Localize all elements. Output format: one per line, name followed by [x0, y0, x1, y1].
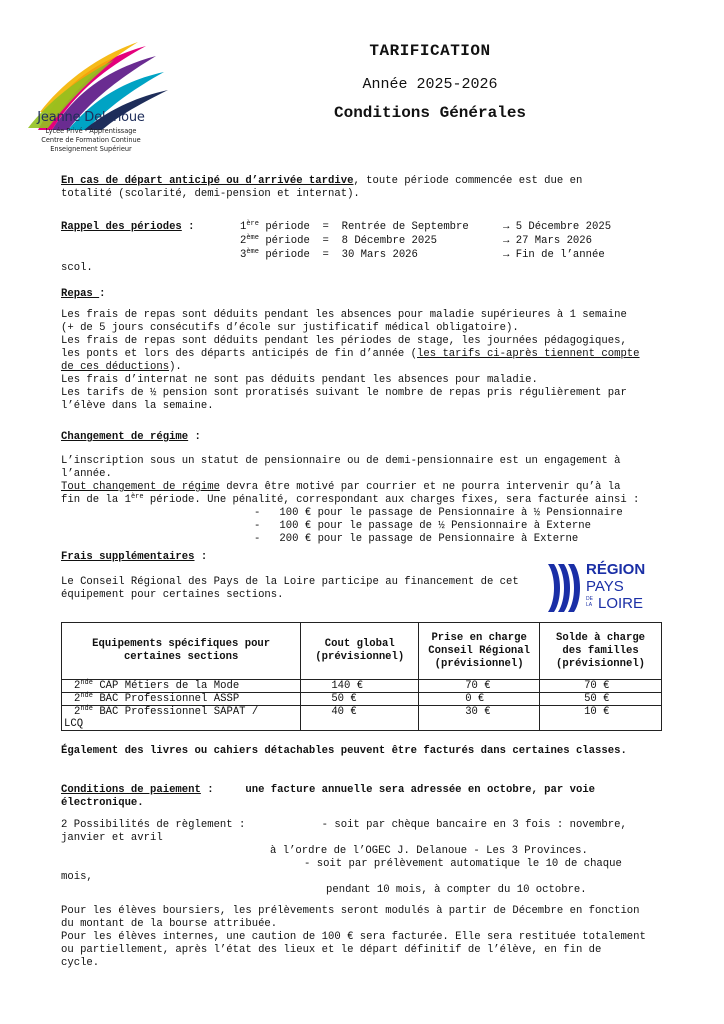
periode-row-3-end: → Fin de l’année	[503, 249, 605, 261]
repas-line-5: de ces déductions).	[61, 361, 182, 373]
region-logo-de: DE	[586, 596, 593, 602]
logo-brand: Jeanne Delanoue	[37, 110, 145, 125]
regime-heading: Changement de régime :	[61, 431, 201, 443]
page-subtitle: Conditions Générales	[333, 104, 527, 122]
periode-row-1-end: → 5 Décembre 2025	[503, 221, 612, 233]
regime-line-1: L’inscription sous un statut de pensionnaire ou de demi-pensionnaire est un engagement à	[61, 455, 621, 467]
table-cell-solde: 10 €	[540, 706, 662, 731]
region-logo-line-2: PAYS	[586, 578, 624, 595]
depart-bold: En cas de départ anticipé ou d’arrivée tardive	[61, 175, 354, 187]
repas-heading: Repas :	[61, 288, 106, 300]
paiement-heading: Conditions de paiement : une facture annuelle sera adressée en octobre, par voie	[61, 784, 596, 796]
table-cell-cout: 40 €	[301, 706, 419, 731]
school-year: Année 2025-2026	[362, 76, 498, 93]
periodes-colon: :	[181, 221, 195, 233]
table-cell-solde: 70 €	[540, 680, 662, 693]
periode-row-3: 3ème période = 30 Mars 2026	[240, 248, 418, 261]
periode-row-2-end: → 27 Mars 2026	[503, 235, 593, 247]
repas-line-8: l’élève dans la semaine.	[61, 400, 214, 412]
depart-line-1	[61, 175, 582, 188]
logo-line-2: Centre de Formation Continue	[41, 136, 141, 144]
region-logo-line-3: LOIRE	[598, 595, 644, 612]
frais-line-1: Le Conseil Régional des Pays de la Loire participe au financement de cet	[61, 576, 519, 588]
paiement-line-9: Pour les élèves internes, une caution de 100 € sera facturée. Elle sera restituée totalement	[61, 931, 646, 943]
paiement-line-8: du montant de la bourse attribuée.	[61, 918, 278, 930]
region-pays-de-la-loire-logo	[546, 562, 656, 614]
paiement-line-10: ou partiellement, après l’état des lieux et le départ définitif de l’élève, en fin de	[61, 944, 602, 956]
table-cell-cout: 50 €	[301, 693, 419, 706]
paiement-line-7: Pour les élèves boursiers, les prélèvements seront modulés à partir de Décembre en fonction	[61, 905, 640, 917]
table-row	[62, 693, 662, 706]
paiement-line-3: à l’ordre de l’OGEC J. Delanoue - Les 3 Provinces.	[270, 845, 588, 857]
paiement-line-6: pendant 10 mois, à compter du 10 octobre.	[326, 884, 587, 896]
table-header-solde: Solde à charge des familles (prévisionnel)	[540, 623, 662, 680]
paiement-line-1: 2 Possibilités de règlement : - soit par chèque bancaire en 3 fois : novembre,	[61, 819, 627, 831]
page-title: TARIFICATION	[369, 42, 491, 60]
repas-line-2: (+ de 5 jours consécutifs d’école sur justificatif médical obligatoire).	[61, 322, 519, 334]
paiement-line-11: cycle.	[61, 957, 100, 969]
periodes-heading-text: Rappel des périodes	[61, 221, 182, 233]
logo-line-3: Enseignement Supérieur	[50, 145, 132, 153]
table-header-cout: Cout global (prévisionnel)	[301, 623, 419, 680]
paiement-bold-2: électronique.	[61, 797, 144, 809]
table-cell-prise: 30 €	[419, 706, 540, 731]
regime-item-3: - 200 € pour le passage de Pensionnaire à Externe	[254, 533, 579, 545]
regime-item-2: - 100 € pour le passage de ½ Pensionnaire à Externe	[254, 520, 591, 532]
table-cell-prise: 70 €	[419, 680, 540, 693]
table-cell-section: 2nde BAC Professionnel SAPAT / LCQ	[62, 706, 301, 731]
repas-line-4: les ponts et lors des départs anticipés de fin d’année (les tarifs ci-après tiennent compte	[61, 348, 640, 360]
table-row	[62, 680, 662, 693]
regime-line-2: l’année.	[61, 468, 112, 480]
table-row	[62, 706, 662, 731]
logo-line-1: Lycée Privé - Apprentissage	[45, 127, 137, 135]
regime-line-4: fin de la 1ère période. Une pénalité, correspondant aux charges fixes, sera facturée ainsi :	[61, 493, 640, 506]
frais-heading: Frais supplémentaires :	[61, 551, 208, 563]
table-cell-section: 2nde CAP Métiers de la Mode	[62, 680, 301, 693]
table-cell-section: 2nde BAC Professionnel ASSP	[62, 693, 301, 706]
periodes-heading	[61, 221, 195, 234]
repas-line-7: Les tarifs de ½ pension sont proratisés suivant le nombre de repas pris régulièrement par	[61, 387, 627, 399]
repas-line-1: Les frais de repas sont déduits pendant les absences pour maladie supérieures à 1 semaine	[61, 309, 627, 321]
repas-line-6: Les frais d’internat ne sont pas déduits pendant les absences pour maladie.	[61, 374, 538, 386]
table-header-prise: Prise en charge Conseil Régional (prévisionnel)	[419, 623, 540, 680]
equipment-table	[61, 622, 662, 731]
region-logo-line-1: RÉGION	[586, 561, 646, 578]
periode-row-2: 2ème période = 8 Décembre 2025	[240, 234, 437, 247]
frais-line-2: équipement pour certaines sections.	[61, 589, 284, 601]
paiement-line-4: - soit par prélèvement automatique le 10 de chaque	[304, 858, 622, 870]
depart-line-2: totalité (scolarité, demi-pension et internat).	[61, 188, 360, 200]
table-cell-prise: 0 €	[419, 693, 540, 706]
table-header-equipements: Equipements spécifiques pour certaines sections	[62, 623, 301, 680]
depart-rest: , toute période commencée est due en	[353, 175, 583, 187]
table-cell-solde: 50 €	[540, 693, 662, 706]
periode-wrap: scol.	[61, 262, 93, 274]
regime-line-3: Tout changement de régime devra être motivé par courrier et ne pourra intervenir qu’à la	[61, 481, 621, 493]
table-header-row	[62, 623, 662, 680]
table-cell-cout: 140 €	[301, 680, 419, 693]
region-logo-la: LA	[586, 602, 593, 608]
regime-item-1: - 100 € pour le passage de Pensionnaire à ½ Pensionnaire	[254, 507, 623, 519]
repas-line-3: Les frais de repas sont déduits pendant les périodes de stage, les journées pédagogiques,	[61, 335, 627, 347]
paiement-line-5: mois,	[61, 871, 93, 883]
paiement-line-2: janvier et avril	[61, 832, 163, 844]
region-logo-mark-icon	[546, 562, 588, 614]
livres-note: Également des livres ou cahiers détachables peuvent être facturés dans certaines classes.	[61, 745, 627, 757]
periode-row-1: 1ère période = Rentrée de Septembre	[240, 220, 469, 233]
